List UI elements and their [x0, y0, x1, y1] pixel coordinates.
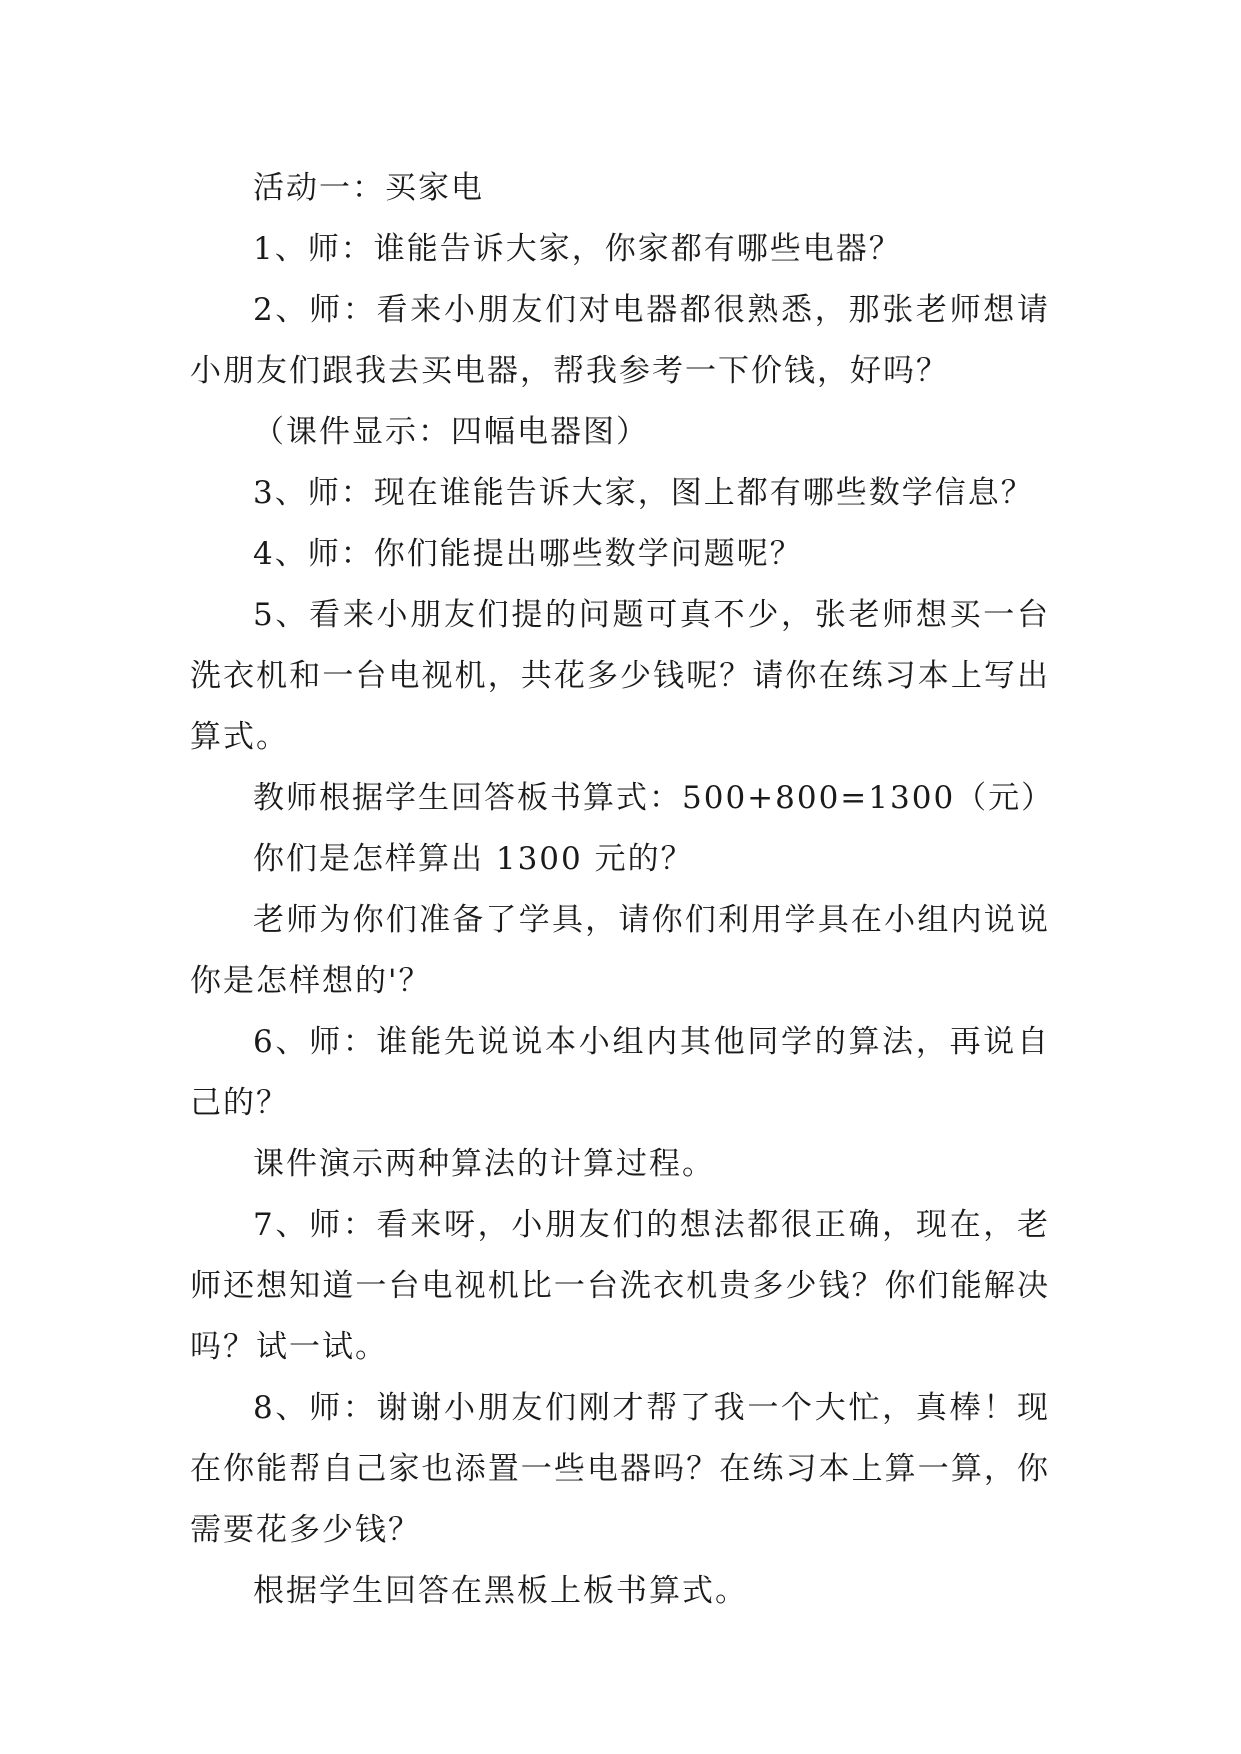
- paragraph-courseware-note: （课件显示：四幅电器图）: [253, 414, 649, 450]
- paragraph-group-discussion: 老师为你们准备了学具，请你们利用学具在小组内说说你是怎样想的'？: [190, 902, 1050, 999]
- paragraph-step-7: 7、师：看来呀，小朋友们的想法都很正确，现在，老师还想知道一台电视机比一台洗衣机贵多少钱？你们能解决吗？试一试。: [190, 1207, 1050, 1365]
- paragraph-step-2: 2、师：看来小朋友们对电器都很熟悉，那张老师想请小朋友们跟我去买电器，帮我参考一下价钱，好吗？: [190, 292, 1050, 389]
- paragraph-step-3: 3、师：现在谁能告诉大家，图上都有哪些数学信息？: [253, 475, 1034, 511]
- paragraph-step-4: 4、师：你们能提出哪些数学问题呢？: [253, 536, 803, 572]
- paragraph-step-1: 1、师：谁能告诉大家，你家都有哪些电器？: [253, 231, 902, 267]
- paragraph-board-formula: 教师根据学生回答板书算式：500+800=1300（元）: [253, 780, 1055, 816]
- paragraph-question-1300: 你们是怎样算出 1300 元的？: [253, 841, 694, 877]
- paragraph-board-conclusion: 根据学生回答在黑板上板书算式。: [253, 1573, 748, 1609]
- paragraph-step-5: 5、看来小朋友们提的问题可真不少，张老师想买一台洗衣机和一台电视机，共花多少钱呢？请你在练习本上写出算式。: [190, 597, 1050, 755]
- paragraph-courseware-demo: 课件演示两种算法的计算过程。: [253, 1146, 715, 1182]
- paragraph-step-6: 6、师：谁能先说说本小组内其他同学的算法，再说自己的？: [190, 1024, 1050, 1121]
- document-body: [190, 158, 1055, 1622]
- paragraph-step-8: 8、师：谢谢小朋友们刚才帮了我一个大忙，真棒！现在你能帮自己家也添置一些电器吗？在练习本上算一算，你需要花多少钱？: [190, 1390, 1050, 1548]
- paragraph-activity-title: 活动一：买家电: [253, 170, 484, 206]
